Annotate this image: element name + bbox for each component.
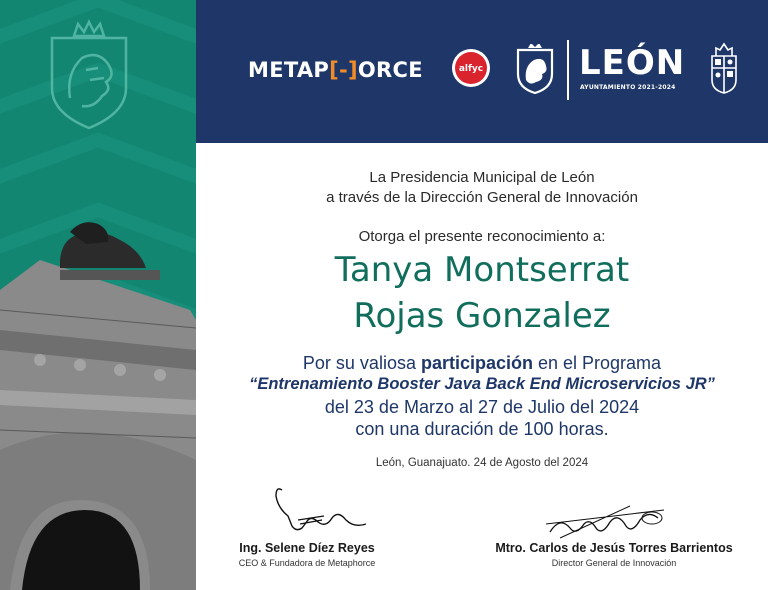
leon-shield-icon: [516, 44, 554, 94]
metaphorce-logo-text-a: METAP: [248, 58, 330, 82]
signatory-1-name: Ing. Selene Díez Reyes: [239, 541, 375, 555]
logo-divider: [567, 40, 569, 100]
svg-text:alfyc: alfyc: [458, 64, 484, 74]
recipient-name-line-2: Rojas Gonzalez: [353, 296, 611, 336]
reason-line: [196, 352, 768, 374]
metaphorce-logo: [248, 58, 423, 82]
left-decorative-panel: [0, 0, 196, 590]
issuer-line-2: a través de la Dirección General de Innovación: [326, 189, 638, 206]
reason-prefix: Por su valiosa: [302, 353, 421, 373]
grant-line: Otorga el presente reconocimiento a:: [358, 228, 606, 245]
signatory-1-role: CEO & Fundadora de Metaphorce: [238, 558, 376, 568]
metaphorce-logo-text-b: ORCE: [357, 58, 423, 82]
signature-1-image: [262, 484, 372, 540]
recipient-name-line-1: Tanya Montserrat: [334, 250, 630, 290]
signatory-2-name: Mtro. Carlos de Jesús Torres Barrientos: [495, 541, 733, 555]
leon-logo-subtitle: AYUNTAMIENTO 2021-2024: [580, 84, 676, 91]
issuer-line-1: La Presidencia Municipal de León: [369, 169, 595, 186]
program-name: “Entrenamiento Booster Java Back End Microservicios JR”: [249, 375, 715, 393]
reason-bold: participación: [420, 353, 533, 373]
arch-monument-image: [0, 210, 196, 590]
place-and-date: León, Guanajuato. 24 de Agosto del 2024: [375, 457, 589, 469]
signatory-2-role: Director General de Innovación: [551, 558, 677, 568]
leon-logo-word: LEÓN: [579, 43, 686, 83]
program-duration: con una duración de 100 horas.: [355, 419, 609, 439]
lion-shield-watermark-icon: [46, 18, 132, 130]
program-dates: del 23 de Marzo al 27 de Julio del 2024: [324, 397, 640, 417]
alfyc-logo-icon: [451, 48, 491, 88]
signature-2-image: [540, 496, 670, 546]
reason-suffix: en el Programa: [533, 353, 662, 373]
coat-of-arms-icon: [708, 42, 740, 94]
header-banner: [196, 0, 768, 143]
metaphorce-logo-bracket: [-]: [329, 58, 358, 82]
